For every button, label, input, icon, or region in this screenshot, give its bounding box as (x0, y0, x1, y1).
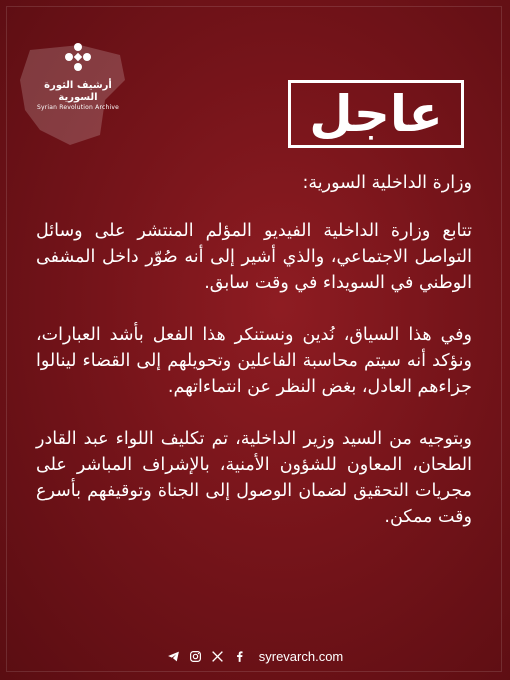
statement-paragraph: تتابع وزارة الداخلية الفيديو المؤلم المنتشر على وسائل التواصل الاجتماعي، والذي أشير إلى أنه صُوّر داخل المشفى الوطني في السويداء في وقت سابق. (36, 221, 472, 293)
urgent-label: عاجل (309, 85, 443, 143)
brand-name-english: Syrian Revolution Archive (36, 104, 119, 111)
footer-social-bar (0, 646, 510, 666)
archive-logo-icon (61, 40, 95, 74)
website-link[interactable]: syrevarch.com (258, 648, 344, 664)
instagram-icon[interactable] (189, 649, 203, 663)
statement-paragraph: وفي هذا السياق، نُدين ونستنكر هذا الفعل بأشد العبارات، ونؤكد أنه سيتم محاسبة الفاعلين وتحويلهم إلى القضاء لينالوا جزاءهم العادل، بغض النظر عن انتماءاتهم. (36, 325, 472, 397)
brand-name-arabic: أرشيف الثورة السورية (44, 80, 112, 103)
brand-logo (28, 40, 128, 112)
statement-body (36, 170, 472, 556)
urgent-badge (288, 80, 464, 148)
x-icon[interactable] (211, 649, 225, 663)
statement-paragraph: وبتوجيه من السيد وزير الداخلية، تم تكليف اللواء عبد القادر الطحان، المعاون للشؤون الأمنية، بالإشراف المباشر على مجريات التحقيق لضمان الوصول إلى الجناة وتوقيفهم بأسرع وقت ممكن. (36, 429, 472, 527)
statement-source: وزارة الداخلية السورية: (302, 173, 472, 193)
facebook-icon[interactable] (233, 649, 247, 663)
telegram-icon[interactable] (167, 649, 181, 663)
